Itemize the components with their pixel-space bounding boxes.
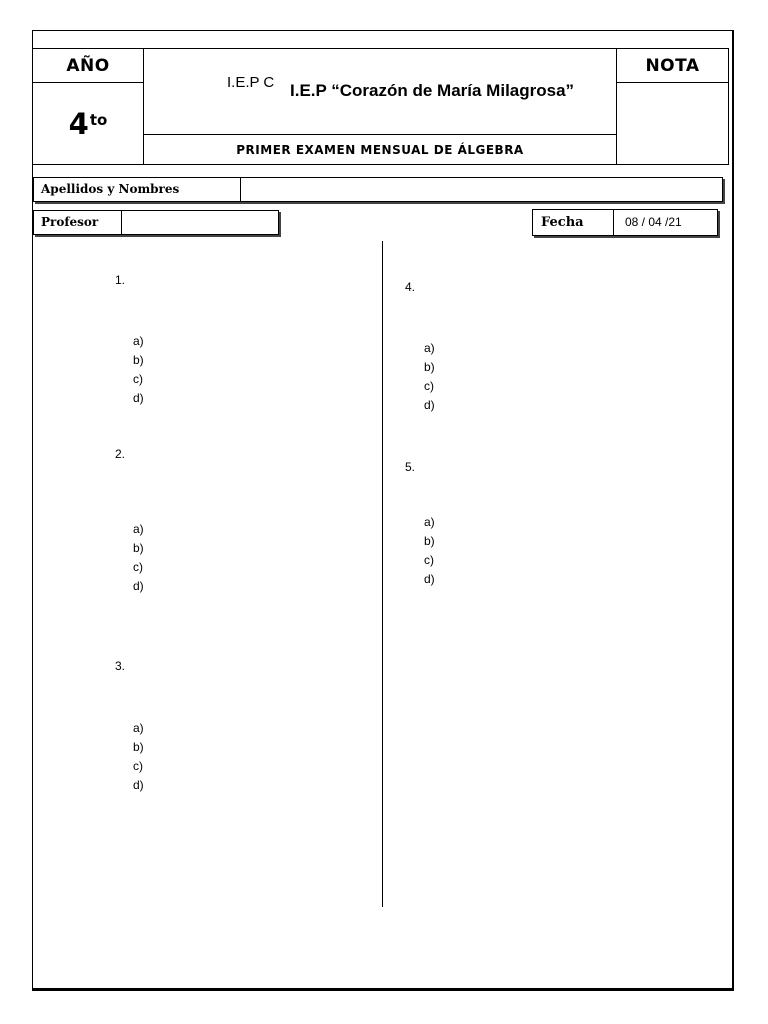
option-a[interactable]: a) bbox=[424, 515, 435, 529]
school-name: I.E.P “Corazón de María Milagrosa” bbox=[290, 81, 575, 100]
note-label bbox=[616, 48, 729, 83]
question-2-number: 2. bbox=[115, 447, 126, 461]
option-d[interactable]: d) bbox=[424, 398, 435, 412]
option-c[interactable]: c) bbox=[424, 379, 434, 393]
school-name-small: I.E.P C bbox=[227, 74, 275, 91]
option-d[interactable]: d) bbox=[133, 579, 144, 593]
option-b[interactable]: b) bbox=[424, 534, 435, 548]
teacher-input[interactable] bbox=[122, 211, 278, 234]
question-4-number: 4. bbox=[405, 280, 416, 294]
teacher-field-row bbox=[33, 210, 279, 235]
names-field-row bbox=[33, 177, 723, 202]
question-4-options bbox=[424, 339, 435, 415]
grade-box bbox=[33, 82, 144, 165]
exam-title: PRIMER EXAMEN MENSUAL DE ÁLGEBRA bbox=[236, 142, 524, 157]
question-3-options bbox=[133, 719, 144, 795]
question-5-number: 5. bbox=[405, 460, 416, 474]
option-a[interactable]: a) bbox=[133, 334, 144, 348]
question-5-options bbox=[424, 513, 435, 589]
grade-suffix: to bbox=[89, 110, 108, 129]
option-c[interactable]: c) bbox=[133, 372, 143, 386]
option-a[interactable]: a) bbox=[424, 341, 435, 355]
date-divider bbox=[613, 210, 614, 235]
teacher-label: Profesor bbox=[41, 215, 99, 229]
grade-number: 4 bbox=[68, 106, 89, 141]
exam-page-frame bbox=[32, 30, 734, 991]
option-c[interactable]: c) bbox=[133, 759, 143, 773]
school-name-box bbox=[143, 48, 617, 135]
option-b[interactable]: b) bbox=[133, 541, 144, 555]
date-label: Fecha bbox=[541, 215, 584, 230]
question-1-options bbox=[133, 332, 144, 408]
note-label-text: NOTA bbox=[645, 55, 700, 76]
question-2-options bbox=[133, 520, 144, 596]
date-value[interactable]: 08 / 04 /21 bbox=[625, 215, 682, 229]
question-3-number: 3. bbox=[115, 659, 126, 673]
option-b[interactable]: b) bbox=[424, 360, 435, 374]
option-d[interactable]: d) bbox=[424, 572, 435, 586]
year-label bbox=[33, 48, 144, 83]
names-label: Apellidos y Nombres bbox=[41, 182, 180, 196]
date-field-row bbox=[532, 209, 718, 236]
option-a[interactable]: a) bbox=[133, 721, 144, 735]
question-1-number: 1. bbox=[115, 273, 126, 287]
option-c[interactable]: c) bbox=[133, 560, 143, 574]
option-b[interactable]: b) bbox=[133, 740, 144, 754]
option-a[interactable]: a) bbox=[133, 522, 144, 536]
names-input[interactable] bbox=[241, 178, 722, 201]
option-d[interactable]: d) bbox=[133, 391, 144, 405]
year-label-text: AÑO bbox=[66, 55, 110, 76]
option-d[interactable]: d) bbox=[133, 778, 144, 792]
option-b[interactable]: b) bbox=[133, 353, 144, 367]
note-value-box[interactable] bbox=[616, 82, 729, 165]
exam-title-box bbox=[143, 134, 617, 165]
column-divider bbox=[382, 241, 383, 907]
option-c[interactable]: c) bbox=[424, 553, 434, 567]
